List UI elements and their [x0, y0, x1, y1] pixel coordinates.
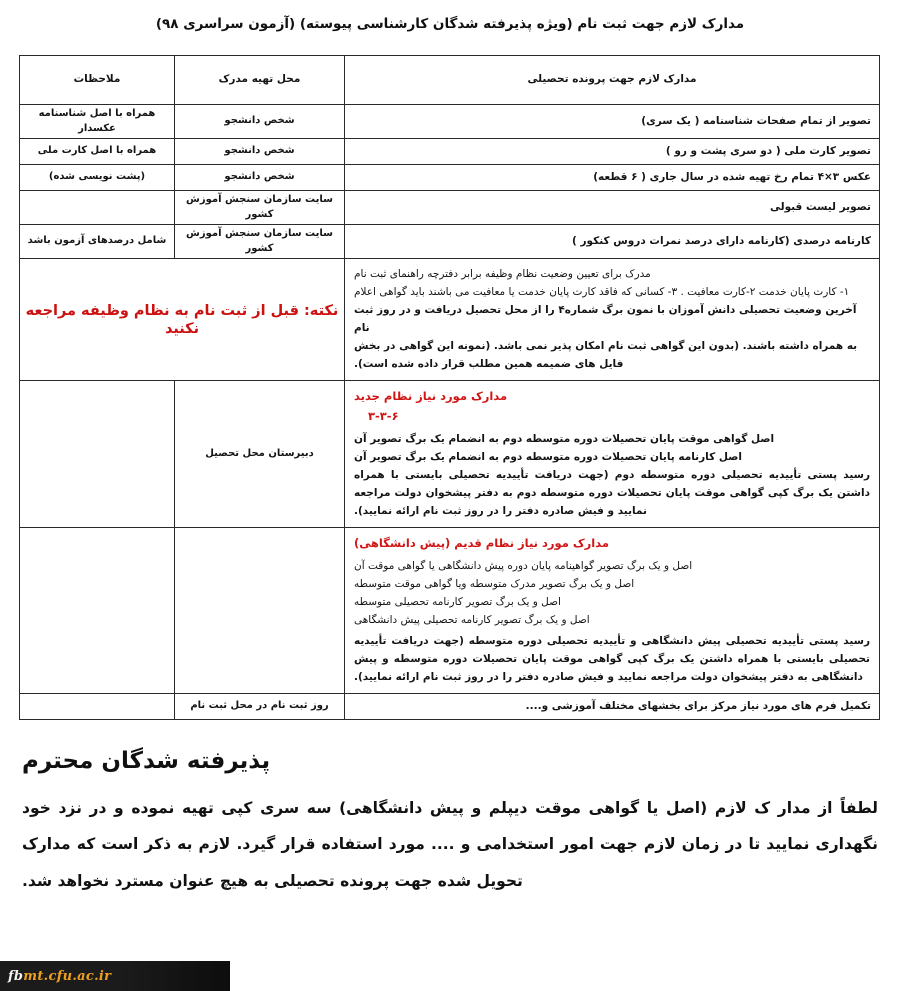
cell-notes — [20, 381, 175, 528]
old-system-line-3: اصل و یک برگ تصویر کارنامه تحصیلی متوسطه — [354, 595, 561, 608]
cell-place: سایت سازمان سنجش آموزش کشور — [175, 225, 345, 259]
cell-place: سایت سازمان سنجش آموزش کشور — [175, 191, 345, 225]
military-line-3: آخرین وضعیت تحصیلی دانش آموزان با نمون برگ شماره۴ را از محل تحصیل دریافت و در روز ثبت نام — [354, 304, 857, 335]
cell-place: شخص دانشجو — [175, 139, 345, 165]
cell-military-requirements — [345, 259, 880, 381]
old-system-line-1: اصل و یک برگ تصویر گواهینامه پایان دوره پیش دانشگاهی یا گواهی موقت آن — [354, 559, 693, 572]
new-system-line-1: اصل گواهی موقت پایان تحصیلات دوره متوسطه دوم به انضمام یک برگ تصویر آن — [354, 432, 775, 445]
cell-notes: شامل درصدهای آزمون باشد — [20, 225, 175, 259]
new-system-red-number: ۳-۳-۶ — [368, 409, 399, 424]
cell-notes — [20, 528, 175, 694]
military-line-4: به همراه داشته باشند. (بدون این گواهی ثبت نام امکان پذیر نمی باشد. (نمونه این گواهی در بخش — [354, 340, 858, 353]
new-system-red-heading: مدارک مورد نیاز نظام جدید — [354, 389, 508, 404]
military-line-5: فایل های ضمیمه همین مطلب قرار داده شده است). — [354, 358, 624, 371]
cell-document: کارنامه درصدی (کارنامه دارای درصد نمرات دروس کنکور ) — [345, 225, 880, 259]
old-system-paragraph: رسید پستی تأییدیه تحصیلی پیش دانشگاهی و تأییدیه تحصیلی دوره متوسطه (جهت دریافت تأییدیه تحصیلی بایستی با همراه داشتن یک برگ کپی گواهی موقت پایان تحصیلات دوره متوسطه و پیش دانشگاهی به دفتر پیشخوان دولت مراجعه نمایید و فیش صادره دفتر را در روز ثبت نام ارائه نمایید). — [354, 635, 870, 684]
cell-old-system-requirements — [345, 528, 880, 694]
old-system-line-4: اصل و یک برگ تصویر کارنامه تحصیلی پیش دانشگاهی — [354, 613, 590, 626]
footer-watermark — [0, 961, 230, 991]
column-header-notes: ملاحظات — [20, 56, 175, 105]
watermark-text — [0, 969, 111, 984]
table-row — [20, 139, 880, 165]
cell-place: شخص دانشجو — [175, 165, 345, 191]
cell-place: دبیرستان محل تحصیل — [175, 381, 345, 528]
table-row-old-system — [20, 528, 880, 694]
cell-place — [175, 528, 345, 694]
cell-document: تصویر کارت ملی ( دو سری پشت و رو ) — [345, 139, 880, 165]
table-row-forms — [20, 694, 880, 720]
closing-notice — [22, 748, 878, 899]
old-system-red-heading: مدارک مورد نیاز نظام قدیم (پیش دانشگاهی) — [354, 536, 609, 551]
table-row — [20, 105, 880, 139]
cell-notes: (پشت نویسی شده) — [20, 165, 175, 191]
table-row — [20, 165, 880, 191]
cell-notes — [20, 694, 175, 720]
column-header-place: محل تهیه مدرک — [175, 56, 345, 105]
table-row — [20, 225, 880, 259]
table-row-new-system — [20, 381, 880, 528]
military-line-2: ۱- کارت پایان خدمت ۲-کارت معافیت . ۳- کسانی که فاقد کارت پایان خدمت یا معافیت می باشند باید گواهی اعلام — [354, 286, 850, 299]
cell-notes: همراه با اصل کارت ملی — [20, 139, 175, 165]
cell-red-warning-note: نکته: قبل از ثبت نام به نظام وظیفه مراجعه نکنید — [20, 259, 345, 381]
cell-document: عکس ۳×۴ تمام رخ تهیه شده در سال جاری ( ۶ قطعه) — [345, 165, 880, 191]
column-header-main: مدارک لازم جهت پرونده تحصیلی — [345, 56, 880, 105]
page-title: مدارک لازم جهت ثبت نام (ویژه پذیرفته شدگان کارشناسی پیوسته) (آزمون سراسری ۹۸) — [155, 16, 745, 32]
table-row-military-service — [20, 259, 880, 381]
cell-document: تصویر از تمام صفحات شناسنامه ( یک سری) — [345, 105, 880, 139]
table-header-row — [20, 56, 880, 105]
closing-notice-body: لطفاً از مدار ک لازم (اصل یا گواهی موقت دیپلم و پیش دانشگاهی) سه سری کپی تهیه نموده و در نزد خود نگهداری نمایید تا در زمان لازم جهت امور استخدامی و .... مورد استفاده قرار گیرد. لازم به ذکر است که مدارک تحویل شده جهت پرونده تحصیلی به هیچ عنوان مسترد نخواهد شد. — [22, 799, 878, 890]
cell-new-system-requirements — [345, 381, 880, 528]
old-system-line-2: اصل و یک برگ تصویر مدرک متوسطه ویا گواهی موقت متوسطه — [354, 577, 635, 590]
new-system-paragraph: رسید پستی تأییدیه تحصیلی دوره متوسطه دوم (جهت دریافت تأییدیه تحصیلی بایستی با همراه داشتن یک برگ کپی گواهی موقت پایان تحصیلات دوره متوسطه دوم به دفتر پیشخوان دولت مراجعه نمایید و فیش صادره دفتر را در روز ثبت نام ارائه نمایید). — [354, 468, 870, 517]
table-row — [20, 191, 880, 225]
requirements-table — [19, 55, 880, 720]
new-system-line-2: اصل کارنامه پایان تحصیلات دوره متوسطه دوم به انضمام یک برگ تصویر آن — [354, 450, 742, 463]
closing-notice-heading: پذیرفته شدگان محترم — [22, 748, 271, 774]
cell-notes: همراه با اصل شناسنامه عکسدار — [20, 105, 175, 139]
watermark-lead: fb — [8, 968, 24, 984]
watermark-domain: mt.cfu.ac.ir — [23, 968, 112, 984]
cell-place: شخص دانشجو — [175, 105, 345, 139]
cell-notes — [20, 191, 175, 225]
military-line-1: مدرک برای تعیین وضعیت نظام وظیفه برابر دفترچه راهنمای ثبت نام — [354, 268, 651, 280]
cell-document: تصویر لیست قبولی — [345, 191, 880, 225]
cell-place: روز ثبت نام در محل ثبت نام — [175, 694, 345, 720]
cell-document: تکمیل فرم های مورد نیاز مرکز برای بخشهای مختلف آموزشی و.... — [345, 694, 880, 720]
